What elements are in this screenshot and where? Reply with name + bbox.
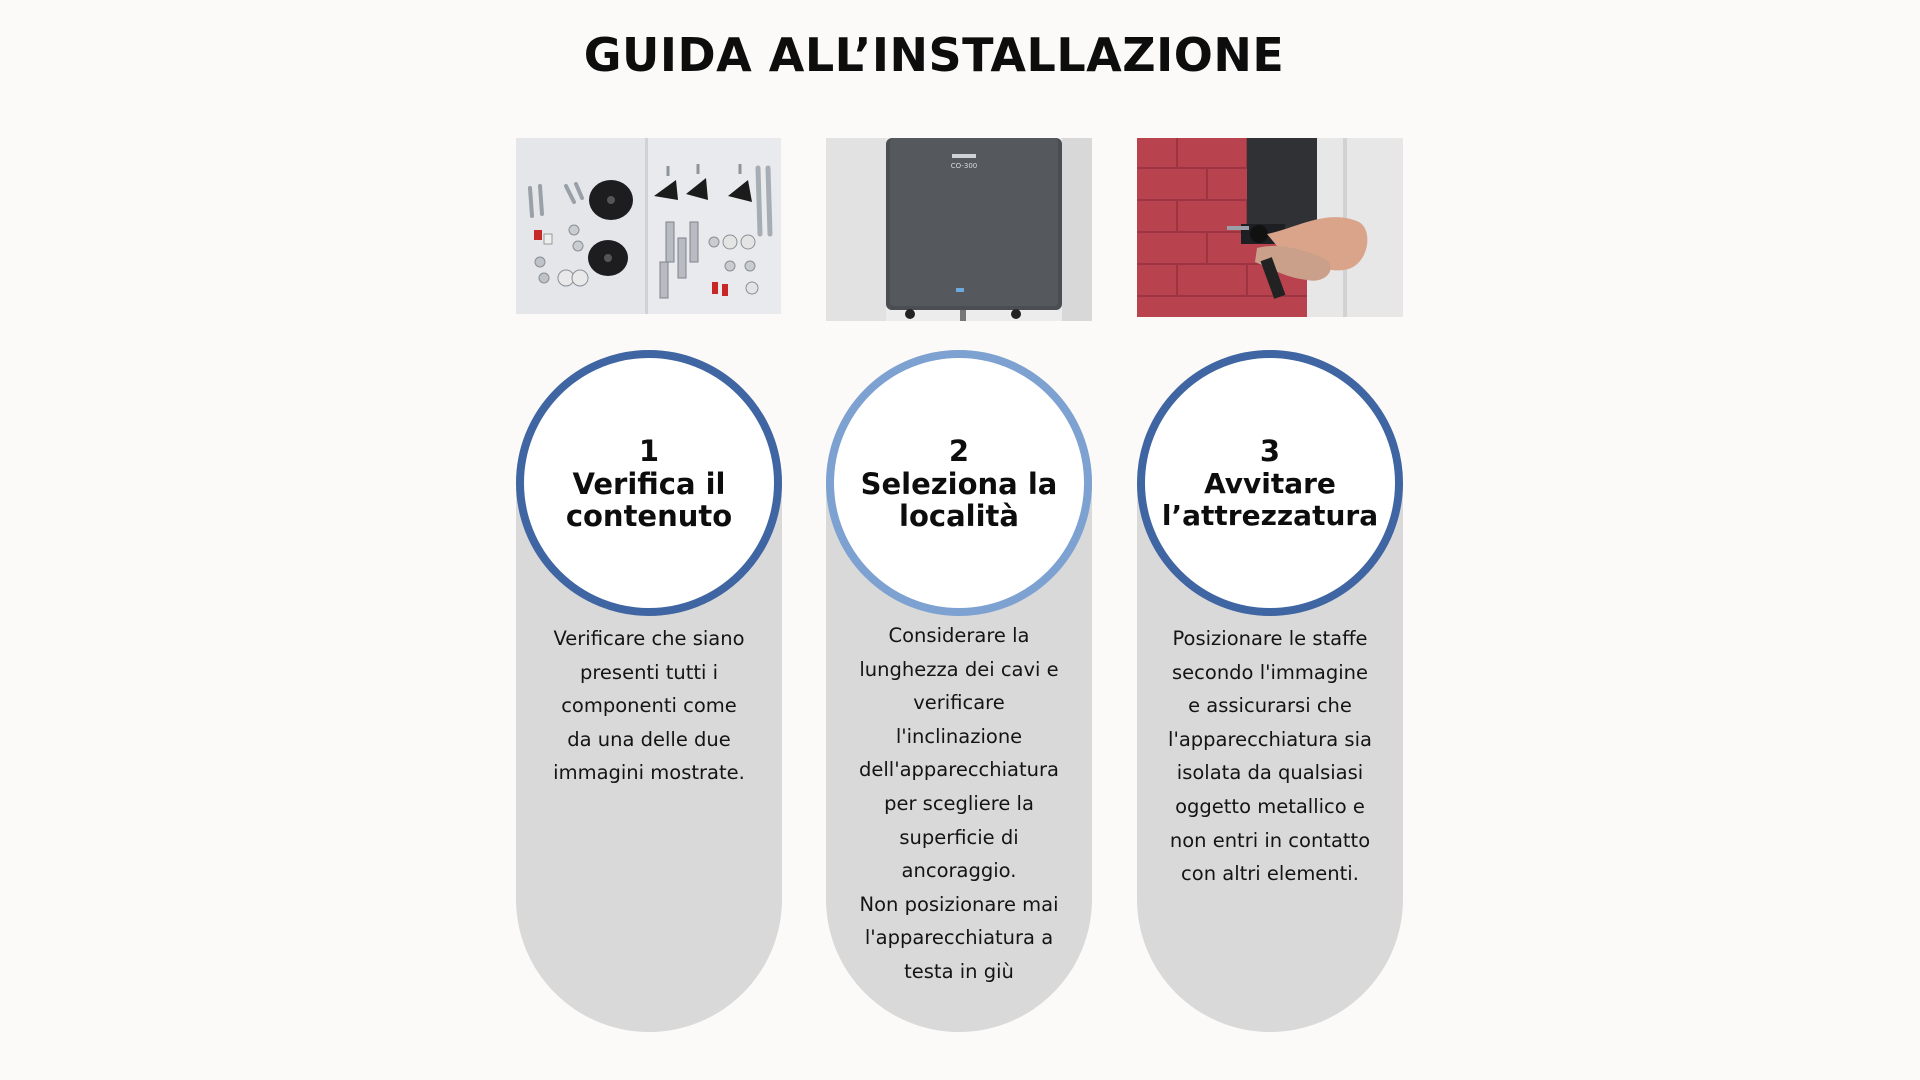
step-card-2: [826, 350, 1092, 1032]
step-number: 1: [638, 434, 660, 468]
step-description: Considerare la lunghezza dei cavi e verificare l'inclinazione dell'apparecchiatura per scegliere la superficie di ancoraggio. Non posizionare mai l'apparecchiatura a testa in giù: [859, 624, 1059, 983]
step-circle-3: [1137, 350, 1403, 616]
step-title: Avvitare l’attrezzatura: [1161, 467, 1379, 532]
step-title: Seleziona la località: [860, 467, 1058, 533]
step-number: 2: [948, 434, 970, 468]
step-circle-1: [516, 350, 782, 616]
step-card-3: [1137, 350, 1403, 1032]
step-circle-2: [826, 350, 1092, 616]
step-description: Verificare che siano presenti tutti i componenti come da una delle due immagini mostrate.: [553, 627, 745, 785]
step-title: Verifica il contenuto: [565, 467, 733, 533]
wall-mounted-device-photo: [826, 138, 1092, 321]
step-number: 3: [1259, 434, 1281, 468]
step-description: Posizionare le staffe secondo l'immagine e assicurarsi che l'apparecchiatura sia isolata da qualsiasi oggetto metallico e non entri in contatto con altri elementi.: [1168, 627, 1372, 886]
page-title: GUIDA ALL’INSTALLAZIONE: [583, 28, 1285, 82]
mounting-kit-photo: [516, 138, 781, 314]
device-model-label: CO-300: [950, 162, 978, 170]
step-card-1: [516, 350, 782, 1032]
screwing-equipment-photo: [1137, 138, 1403, 317]
